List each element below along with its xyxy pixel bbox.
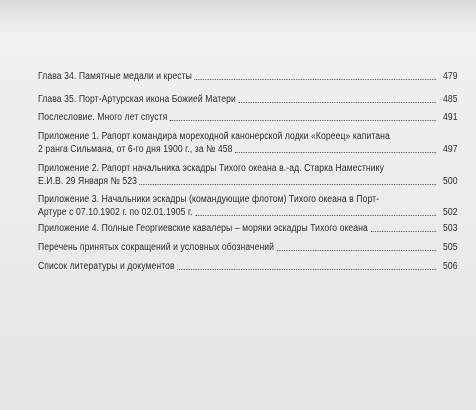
toc-entry-title: Глава 34. Памятные медали и кресты [38, 71, 192, 82]
dot-leader [140, 184, 437, 185]
toc-entry-page: 500 [443, 176, 458, 187]
toc-entry [38, 193, 458, 219]
dot-leader [195, 79, 437, 80]
toc-entry [38, 222, 458, 235]
toc-entry [38, 111, 458, 124]
toc-entry [38, 130, 458, 156]
toc-entry [38, 241, 458, 254]
toc-entry [38, 162, 458, 188]
toc-entry-page: 479 [443, 71, 458, 82]
toc-entry-page: 505 [443, 242, 458, 253]
dot-leader [195, 215, 436, 216]
toc-entry-page: 485 [443, 94, 458, 105]
toc-entry-page: 503 [443, 223, 458, 234]
toc-entry-page: 497 [443, 144, 458, 155]
page-top-shadow [0, 0, 476, 30]
toc-entry-title: Е.И.В. 29 Января № 523 [38, 176, 137, 187]
toc-entry-page: 491 [443, 112, 458, 123]
toc-entry-page: 502 [443, 207, 458, 218]
toc-entry-title: Глава 35. Порт-Артурская икона Божией Матери [38, 94, 236, 105]
toc-entry-title: Артуре с 07.10.1902 г. по 02.01.1905 г. [38, 207, 193, 218]
toc-entry-title-line1: Приложение 3. Начальники эскадры (командующие флотом) Тихого океана в Порт- [38, 194, 380, 205]
toc-entry-title: Перечень принятых сокращений и условных обозначений [38, 242, 275, 253]
toc-entry-page: 506 [443, 261, 458, 272]
toc-entry-title: 2 ранга Сильмана, от 6-го дня 1900 г., за № 458 [38, 144, 233, 155]
dot-leader [238, 102, 436, 103]
toc-entry [38, 93, 458, 106]
dot-leader [235, 152, 436, 153]
dot-leader [277, 250, 437, 251]
toc-entry [38, 70, 458, 83]
toc-entry-title: Послесловие. Много лет спустя [38, 112, 168, 123]
toc-entry-title: Список литературы и документов [38, 261, 175, 272]
toc-entry-title-line1: Приложение 2. Рапорт начальника эскадры Тихого океана в.-ад. Старка Наместнику [38, 163, 384, 174]
toc-entry-title-line1: Приложение 1. Рапорт командира мореходной канонерской лодки «Кореец» капитана [38, 131, 390, 142]
dot-leader [177, 269, 436, 270]
toc-entry-title: Приложение 4. Полные Георгиевские кавалеры – моряки эскадры Тихого океана [38, 223, 368, 234]
dot-leader [370, 231, 436, 232]
dot-leader [170, 120, 436, 121]
toc-entry [38, 260, 458, 273]
